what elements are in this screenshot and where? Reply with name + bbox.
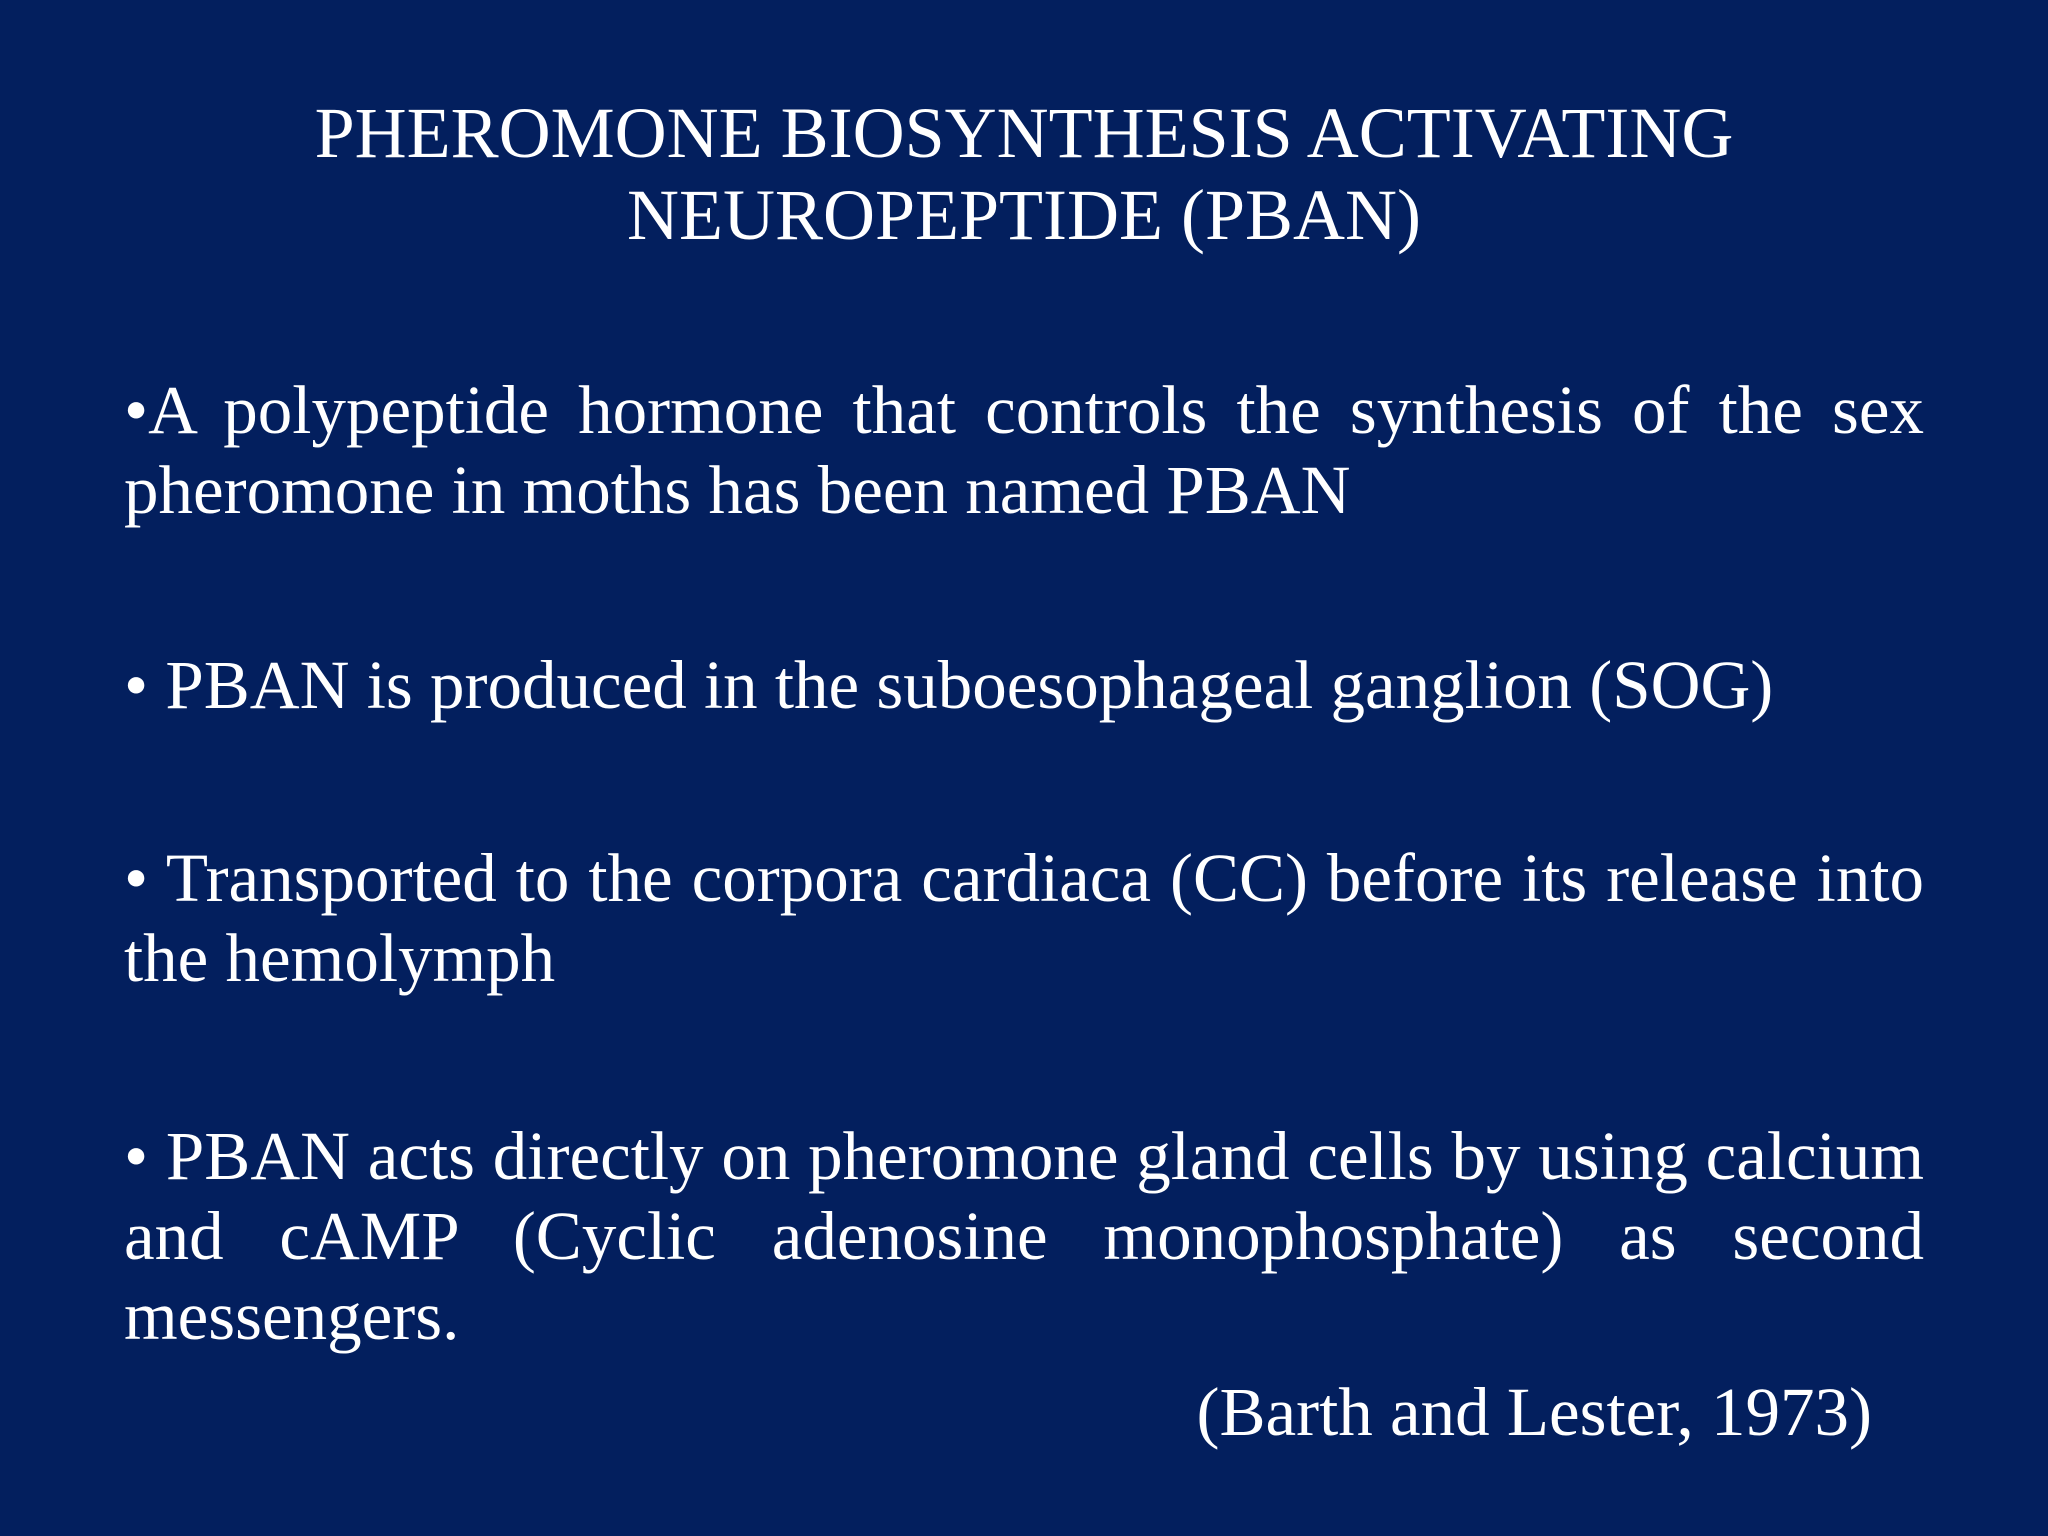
bullet-pban-production: • PBAN is produced in the suboesophageal ganglion (SOG): [124, 647, 1774, 723]
slide-title: [0, 92, 2048, 256]
bullet-pban-transport: • Transported to the corpora cardiaca (CC) before its release into the hemolymph: [124, 840, 1924, 996]
title-line-1: PHEROMONE BIOSYNTHESIS ACTIVATING: [314, 93, 1734, 173]
bullet-pban-definition: •A polypeptide hormone that controls the synthesis of the sex pheromone in moths has been named PBAN: [124, 372, 1924, 528]
citation: (Barth and Lester, 1973): [1196, 1374, 1872, 1450]
title-line-2: NEUROPEPTIDE (PBAN): [626, 175, 1421, 255]
bullet-pban-action: • PBAN acts directly on pheromone gland cells by using calcium and cAMP (Cyclic adenosine monophosphate) as second messengers.: [124, 1118, 1924, 1354]
